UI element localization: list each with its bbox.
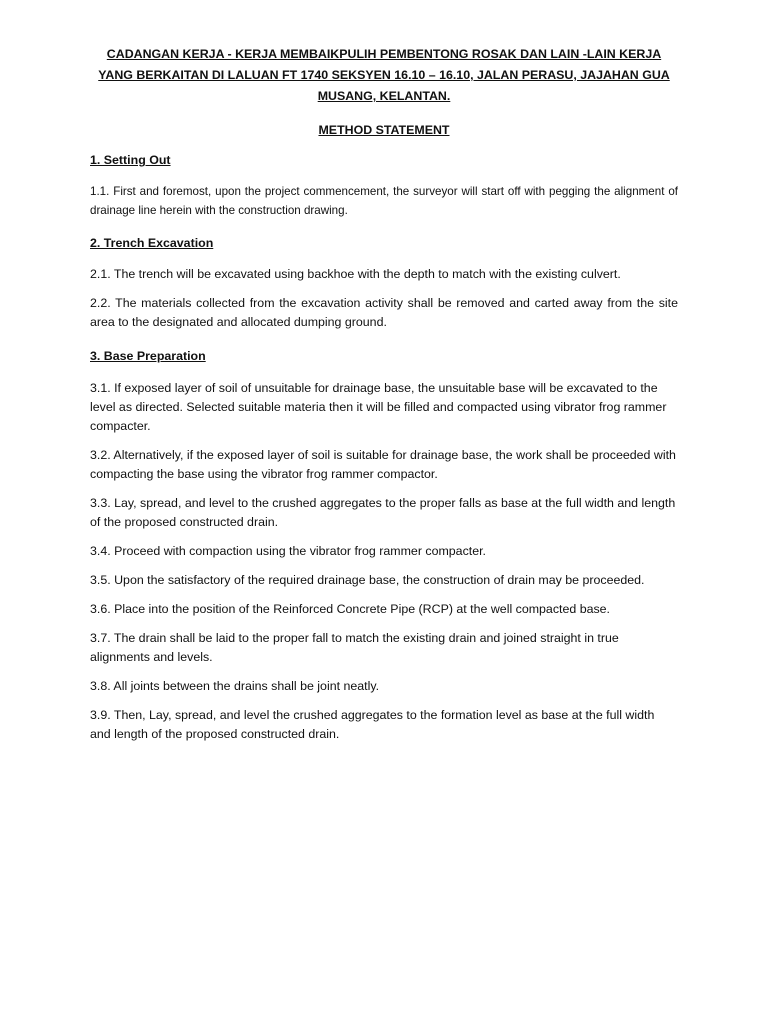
- document-title: CADANGAN KERJA - KERJA MEMBAIKPULIH PEMBENTONG ROSAK DAN LAIN -LAIN KERJA YANG BERKAITAN DI LALUAN FT 1740 SEKSYEN 16.10 – 16.10, JALAN PERASU, JAJAHAN GUA MUSANG, KELANTAN.: [98, 47, 670, 103]
- paragraph-3-8: 3.8. All joints between the drains shall be joint neatly.: [90, 679, 380, 693]
- paragraph-3-3: 3.3. Lay, spread, and level to the crushed aggregates to the proper falls as base at the full width and length of the proposed constructed drain.: [90, 496, 676, 529]
- section-heading-setting-out: 1. Setting Out: [90, 153, 171, 167]
- paragraph-3-6: 3.6. Place into the position of the Reinforced Concrete Pipe (RCP) at the well compacted base.: [90, 602, 611, 616]
- paragraph-3-1: 3.1. If exposed layer of soil of unsuitable for drainage base, the unsuitable base will be excavated to the level as directed. Selected suitable materia then it will be filled and compacted using vibrator frog rammer compacter.: [90, 381, 667, 433]
- paragraph-3-7: 3.7. The drain shall be laid to the proper fall to match the existing drain and joined straight in true alignments and levels.: [90, 631, 619, 664]
- paragraph-3-2: 3.2. Alternatively, if the exposed layer of soil is suitable for drainage base, the work shall be proceeded with compacting the base using the vibrator frog rammer compactor.: [90, 448, 676, 481]
- paragraph-1-1: 1.1. First and foremost, upon the project commencement, the surveyor will start off with pegging the alignment of drainage line herein with the construction drawing.: [90, 185, 678, 217]
- paragraph-2-1: 2.1. The trench will be excavated using backhoe with the depth to match with the existing culvert.: [90, 267, 621, 281]
- paragraph-3-4: 3.4. Proceed with compaction using the vibrator frog rammer compacter.: [90, 544, 486, 558]
- section-heading-base-preparation: 3. Base Preparation: [90, 349, 206, 363]
- paragraph-3-9: 3.9. Then, Lay, spread, and level the crushed aggregates to the formation level as base at the full width and length of the proposed constructed drain.: [90, 708, 655, 741]
- document-subtitle: METHOD STATEMENT: [318, 123, 450, 137]
- section-heading-trench-excavation: 2. Trench Excavation: [90, 236, 214, 250]
- document-page: [90, 44, 678, 744]
- paragraph-2-2: 2.2. The materials collected from the excavation activity shall be removed and carted away from the site area to the designated and allocated dumping ground.: [90, 296, 678, 329]
- paragraph-3-5: 3.5. Upon the satisfactory of the required drainage base, the construction of drain may be proceeded.: [90, 573, 645, 587]
